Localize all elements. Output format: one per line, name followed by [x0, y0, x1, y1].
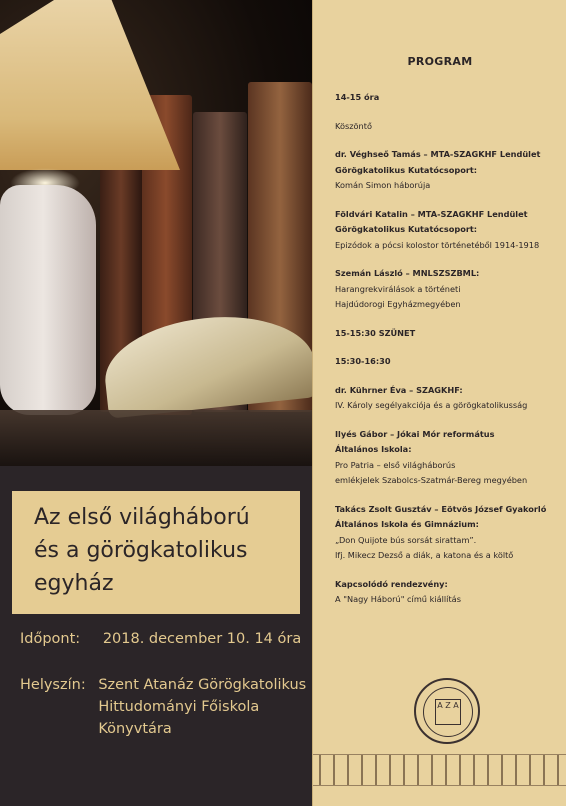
event-title-box [12, 491, 300, 614]
speaker-line: Földvári Katalin – MTA-SZAGKHF Lendület [335, 208, 528, 219]
venue-line: Szent Atanáz Görögkatolikus [98, 677, 307, 693]
event-title-line: egyház [34, 571, 114, 596]
program-item [335, 502, 563, 564]
program-item [335, 427, 563, 489]
program-list [335, 55, 563, 621]
speaker-line: Görögkatolikus Kutatócsoport: [335, 224, 478, 234]
program-time: 14-15 óra [335, 92, 380, 102]
speaker-line: Görögkatolikus Kutatócsoport: [335, 164, 478, 175]
talk-title: Harangrekvirálások a történeti [335, 283, 461, 294]
speaker-line: Szemán László – MNLSZSZBML: [335, 268, 480, 278]
program-heading: PROGRAM [407, 55, 473, 68]
venue-row [20, 674, 306, 740]
date-row [20, 628, 301, 650]
decorative-ornament-band [313, 754, 566, 786]
program-item [335, 354, 563, 370]
lamp-base [0, 185, 96, 415]
header-photo [0, 0, 312, 466]
event-title-line: és a görögkatolikus [34, 538, 248, 563]
related-event-label: Kapcsolódó rendezvény: [335, 578, 448, 589]
talk-title: Pro Patria – első világháborús [335, 459, 456, 470]
speaker-line: Takács Zsolt Gusztáv – Eötvös József Gyakorló [335, 503, 547, 514]
program-item [335, 326, 563, 342]
talk-title: „Don Quijote bús sorsát sirattam”. [335, 534, 477, 545]
talk-title: Hajdúdorogi Egyházmegyében [335, 299, 461, 309]
program-break: 15-15:30 SZÜNET [335, 327, 416, 338]
date-value: 2018. december 10. 14 óra [102, 631, 302, 647]
date-label: Időpont: [20, 631, 81, 647]
table-reflection [0, 410, 312, 466]
talk-title: Komán Simon háborúja [335, 180, 431, 190]
college-seal-logo [414, 678, 480, 744]
talk-title: IV. Károly segélyakciója és a görögkatolikusság [335, 400, 528, 410]
event-title-line: Az első világháború [34, 505, 250, 530]
venue-line: Könyvtára [98, 721, 172, 737]
program-item [335, 383, 563, 414]
speaker-line: dr. Véghseő Tamás – MTA-SZAGKHF Lendület [335, 149, 541, 159]
talk-title: Epizódok a pócsi kolostor történetéből 1914-1918 [335, 239, 540, 250]
venue-line: Hittudományi Főiskola [98, 699, 260, 715]
venue-value [98, 674, 306, 740]
program-text: Köszöntő [335, 120, 372, 131]
program-item [335, 147, 563, 194]
speaker-line: Általános Iskola és Gimnázium: [335, 519, 479, 529]
speaker-line: Általános Iskola: [335, 444, 412, 454]
talk-title: Ifj. Mikecz Dezső a diák, a katona és a költő [335, 550, 514, 560]
seal-center [435, 699, 461, 725]
speaker-line: dr. Kührner Éva – SZAGKHF: [335, 384, 463, 395]
program-item [335, 119, 563, 135]
program-item [335, 266, 563, 313]
talk-title: emlékjelek Szabolcs-Szatmár-Bereg megyében [335, 475, 528, 485]
venue-label: Helyszín: [20, 677, 86, 693]
lampshade [0, 0, 180, 170]
seal-letters: Α Ζ Α [437, 701, 459, 710]
program-item [335, 90, 563, 106]
program-time: 15:30-16:30 [335, 356, 391, 366]
speaker-line: Ilyés Gábor – Jókai Mór református [335, 428, 495, 439]
program-panel [312, 0, 566, 806]
program-item [335, 207, 563, 254]
program-item [335, 577, 563, 608]
related-event-title: A "Nagy Háború" című kiállítás [335, 594, 461, 604]
